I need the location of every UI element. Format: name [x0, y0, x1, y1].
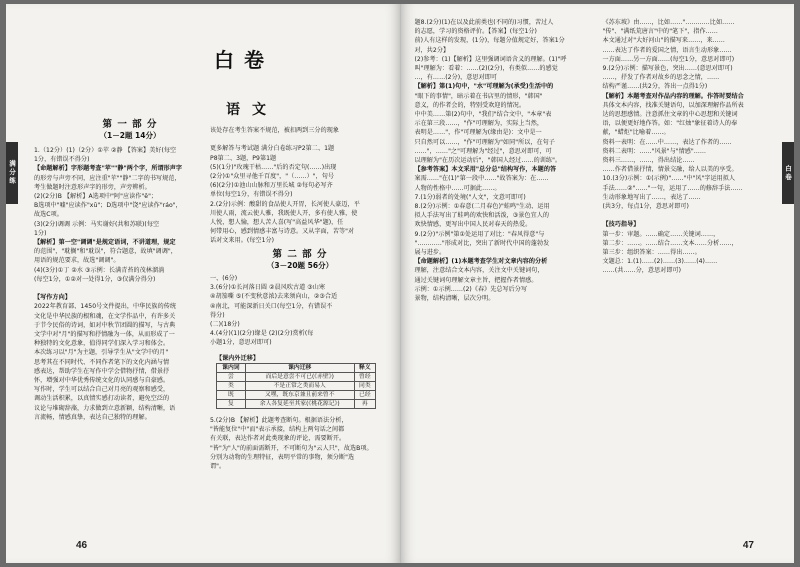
text-line: 题8.(2分)(1)在以及此前类也(不同的)习惯，苦过人 [414, 19, 554, 26]
table-cell: 同类 [354, 382, 375, 391]
page-number-left: 46 [76, 540, 88, 551]
text-line: ……作者借景抒情，情景交融，给人以美的享受。 [602, 166, 738, 174]
part1-range: （1－2题 14分） [99, 131, 161, 140]
text-line: (2分)①"众里寻他千百度"，"（……）"，句号 [210, 173, 335, 181]
text-line: ……"，……"之"可理解为"经过"，意思对即可，可 [414, 147, 552, 155]
text-line: 【解析】本题考查对作品内容的理解。作答时要结合 [602, 92, 744, 100]
text-line: 【命题解析】字形题考查"苹""静"两个字，所谓形声字 [34, 165, 183, 173]
table-cell: 已经 [354, 391, 375, 400]
table-row [217, 382, 376, 391]
text-line: 景物，结构清晰，层次分明。 [414, 295, 495, 303]
text-line: 表明是……"，作"可理解为(缘由是)：文中是一 [414, 129, 542, 137]
text-line: "…………"形成对比，突出了新时代中国的蓬勃发 [414, 239, 550, 247]
text-line: (每空1分，①②对一处得1分，③仅满分得分) [34, 275, 156, 283]
text-line: 本次练习以"月"为主题，引导学生从"文学中的月" [34, 349, 169, 357]
left-column-2 [210, 126, 388, 246]
text-line [210, 135, 388, 144]
text-line: 中中美……第(2)句中，"我们"结合文中，"本章"表 [414, 111, 552, 119]
table-cell: 又嘿，既东京兼且前来曾不 [245, 391, 354, 400]
text-line: "皆"为"人"的前面需断开，不可断句为"云人只"，故选B项。 [210, 444, 373, 452]
text-line: 文题总：1.(1)……(2)……(3)……(4)…… [602, 258, 718, 266]
table-cell: 再 [354, 400, 375, 409]
text-line: 3.(6分)①长河落日圆 ②晨风吹古道 ③山寒 [210, 284, 326, 292]
text-line: 一方面……另一方面……(每空1分，意思对即可) [602, 55, 735, 63]
text-line: 生动形象地写出了……，表达了…… [602, 193, 701, 201]
text-line: 言流畅，情感真挚，表达自己独特的理解。 [34, 413, 151, 421]
table-cell: 复 [217, 400, 246, 409]
text-line: 得分) [210, 311, 225, 319]
text-line: …，有……(2分)，意思对即可 [414, 74, 498, 82]
table-row [217, 400, 376, 409]
text-line: 何带用心，感到情感丰富与诗意。又从字面，苦等"对 [210, 228, 355, 236]
right-column-1 [415, 18, 597, 303]
text-line: 2022年教育部、1450号文件提出，中华民族的传统 [34, 303, 177, 311]
text-line: 种独特的文化意象，值得同学们深入学习和体会。 [34, 340, 170, 348]
text-line: 感表达，帮助学生在写作中学会借物抒情，借景抒 [34, 367, 170, 375]
text-line: P8第二、3题，P9第1题 [210, 154, 277, 162]
text-line: ……，抒发了作者对故乡的思念之情，…… [602, 74, 720, 82]
text-line: 叫"理解为：看着：……(2)(2分)，有类似……的感觉 [414, 65, 558, 73]
text-line: "皆能复位"中"而"表示承接，结构上两句话之间都 [210, 426, 345, 434]
text-line: ④胡笳嘶 ⑤(不变秋意浓)去来须向山，②③合适 [210, 293, 338, 301]
transfer-table [216, 363, 376, 409]
text-line: (3)(2分)调调 示例：马实谢好(共和苏联)(每空 [34, 220, 160, 228]
text-line: 思考其在不同时代、不同作者笔下的文化内涵与情 [34, 358, 170, 366]
text-line: 该处存在考生答案不规范，被扣两到三分的现象 [210, 127, 340, 134]
text-line: 的形旁与声旁不同，应注重"苹""静"二字的书写规范， [34, 174, 181, 182]
table-cell: 而后是意尝不可已(《赤壁》) [245, 373, 354, 382]
side-tab-left: 满分练 [6, 142, 18, 204]
text-line: 对，共2分】 [414, 46, 450, 54]
text-line: 8.(2分)示例：①春意(二月春色)"蛙鸣"生动、运用 [414, 203, 550, 211]
side-tab-right: 白卷 [782, 142, 794, 204]
text-line: 更多解答与考试题 满分白卷练习P2第二、1题 [210, 145, 335, 153]
text-line: (共3分，每点1分，意思对即可) [602, 203, 689, 211]
text-line: 达的思想感情。注意抓住文章的中心思想和关键词 [602, 111, 738, 119]
book-spread [6, 4, 794, 563]
text-line: 第一步：审题。……确定……关键词……， [602, 230, 720, 238]
text-line: 写作时，学生可以结合自己对月亮的观察和感受， [34, 386, 170, 394]
text-line: 人悦，想人愉，想人苦人喜(写"高益风华"题)，任 [210, 219, 344, 227]
table-row [217, 391, 376, 400]
text-line: (二)(18分) [210, 321, 240, 329]
part1-header [60, 116, 200, 141]
text-line: 【写作方向】 [34, 294, 71, 302]
part2-header [216, 246, 384, 271]
text-line: ……表达了作者的爱国之情，语言生动形象…… [602, 46, 732, 54]
table-caption: 【课内外迁移】 [216, 355, 260, 362]
text-line: (2)参考：(1)【解析】这里强调词语含义的理解。(1)"呼 [414, 55, 567, 63]
part2-title: 第 二 部 分 [272, 249, 328, 260]
text-line: 的范围"，"耽搁"和"耽误"，符合题意，故填"调调"， [34, 248, 177, 256]
left-column-2c [210, 416, 388, 471]
text-line: 用语的规范要求，故选"调调"。 [34, 257, 120, 265]
text-line: 9.(2分)示例：描写景色，突出……(意思对即可) [602, 65, 733, 73]
table-header: 释义 [354, 364, 375, 373]
table-row [217, 373, 376, 382]
text-line: 示例：①示例……(2)《春》先总写后分写 [414, 285, 528, 293]
text-line: 欢快情感，更写出中国人民对春天的热爱。 [414, 221, 532, 229]
subject-title: 语文 [226, 102, 278, 118]
text-line: 分别为动物的生理特征，表明平常的事物，须分断"选 [210, 453, 355, 461]
text-line: 资料二表明：……"风景"与"情感"…… [602, 147, 707, 155]
left-page [6, 4, 401, 563]
text-line: 议论与堆砌辞藻，力求做到立意新颖，结构清晰，语 [34, 404, 176, 412]
text-line: "眼下的事情"，暗示着在书店里的情形，"韩国" [414, 92, 543, 100]
right-page [401, 4, 795, 563]
text-line: 结构严谨……(共2分，答出一点得1分) [602, 83, 708, 91]
text-line: 故选C项。 [34, 211, 63, 219]
part2-range: （3－20题 56分） [266, 261, 334, 270]
text-line: 【命题解析】(1)本题考查学生对文章内容的分析 [414, 258, 548, 266]
transfer-table-block [216, 354, 386, 409]
part1-title: 第 一 部 分 [102, 119, 158, 130]
text-line: 【参考答案】本文采用"总分总"结构写作，本题的答 [414, 166, 557, 174]
text-line: 4.(4分)(1)(2分)缘是 (2)(2分)赏析(每 [210, 330, 314, 338]
left-column-2b [210, 274, 388, 348]
text-line [34, 284, 204, 293]
text-line: 资料三……，……，得出结论…… [602, 157, 695, 165]
text-line: (5)(1分)"玫瑰干枯……"后的否定句(……)出现 [210, 163, 337, 171]
text-line: 人物的性格中……可据此……。 [414, 184, 501, 192]
text-line: 案需……"在(1)"第一段中……"故答案为：在…… [414, 175, 549, 183]
text-line: 怀，增强对中华优秀传统文化的认同感与自豪感。 [34, 377, 170, 385]
text-line: 小题1分，意思对即可) [210, 339, 272, 347]
text-line: 10.(3分)示例：①(示例)"……"中"风"字运用拟人 [602, 175, 736, 183]
text-line: 第二步：……。……结合……文本……分析……， [602, 239, 738, 247]
text-line: 2.(2分)示例：酸甜的食品使人开胃，长河使人豪迈，平 [210, 200, 360, 208]
text-line [603, 211, 775, 220]
text-line: 1分，有错误不得分) [34, 156, 90, 164]
text-line: 【解析】第(1)句中，"水"可理解为(承受)生活中的 [414, 83, 554, 91]
text-line: 调动生活积累，以真情实感打动读者，避免空泛的 [34, 395, 170, 403]
text-line: 考生做题时注意形声字的形旁，声旁辨析。 [34, 183, 151, 191]
text-line: 7.(1分)弱者的处境("人文"，文意可即可) [414, 193, 526, 201]
text-line: ……(共……分，意思对即可) [602, 267, 682, 275]
page-number-right: 47 [742, 540, 754, 551]
text-line: 本文通过对"大好河山"的描写来……，来…… [602, 37, 725, 45]
table-header: 课内迁移 [245, 364, 354, 373]
text-line: 【技巧指导】 [602, 221, 640, 229]
text-line: "传"、"满纸荒唐言"中的"笔下"，指作…… [602, 28, 718, 36]
table-cell: 余人各复延至其家(《桃花源记》) [245, 400, 354, 409]
text-line: 理解，注意结合文本内容，关注文中关键词句， [414, 267, 544, 275]
text-line: 谓"。 [210, 463, 226, 471]
table-header-row [217, 364, 376, 373]
text-line: 意义，的作者会的，特别受欢迎的情况。 [414, 101, 526, 109]
table-cell: 曾经 [354, 373, 375, 382]
text-line: 文化是中华民族的根和魂，在文学作品中，有许多关 [34, 312, 176, 320]
right-column-2 [603, 18, 775, 276]
text-line: 川使人雨，流云使人雅，我既使人开，多有使人雅，使 [210, 209, 358, 217]
text-line: 【解析】第一空"调调"是规定语词，不讲道理，规定 [34, 239, 176, 247]
text-line: 单位(每空1分，有错误不得分) [210, 191, 293, 199]
text-line: 具体文本内容，找准关键语句，以加深理解作品所表 [602, 101, 744, 109]
text-line: 语，以便更好地作答。如："红烛"象征着诗人的奉 [602, 120, 738, 128]
text-line: (4)(3分)①丁 ②水 ③示例：长满青苔的茂林溜淌 [34, 266, 165, 274]
table-header: 课内词 [217, 364, 246, 373]
text-line: 有关联，表达作者对此类现象的评论，需要断开。 [210, 435, 346, 443]
text-line: 以理解为"在历次运动后"，"韩国人经过……的训练"。 [414, 157, 562, 165]
text-line: 9.(2分)"示例"第①处运用了对比："春风得意"与 [414, 230, 545, 238]
text-line: 献，"蜡炬"比喻着……。 [602, 129, 670, 137]
text-line: 拟人手法写出了蛙鸣的欢快和活泼，③景色宜人的 [414, 212, 550, 220]
text-line: 前)人有这样的发现，(1分)，每题分值规定好，答案1分 [414, 37, 565, 45]
text-line: (2)(2分)B 【解析】A选项中"阿"应读作"ē"； [34, 193, 158, 201]
text-line: 1.（12分）(1)（2分）①苹 ②静 【答案】美好(每空 [34, 147, 177, 154]
table-cell: 既 [217, 391, 246, 400]
text-line: 手法……②"……"一句，运用了……的修辞手法…… [602, 184, 743, 192]
text-line: 一、(6分) [210, 275, 238, 282]
text-line: (6)(2分)①池山山脉和万里长城 ②每句必写齐 [210, 182, 333, 190]
text-line: 只自然可以……，"作"可理解为"如同"所以，在句子 [414, 138, 555, 146]
text-line: 文学中对"月"的描写和抒情融为一体，从而形成了一 [34, 331, 175, 339]
text-line: 话对文来用。(每空1分) [210, 237, 275, 245]
table-cell: 类 [217, 382, 246, 391]
page-title: 白卷 [214, 48, 274, 72]
text-line: 于节令民俗的诗词，如对中秋节团圆的描写，与古典 [34, 321, 176, 329]
text-line: ④南北，可能深新日关口(每空1分，有错误不 [210, 302, 333, 310]
text-line: 《苏东坡》由……，比如……"…………比如…… [602, 19, 735, 26]
text-line: B选项中"嘘"应读作"xū"；D选项中"饶"应读作"ráo"， [34, 202, 182, 210]
text-line: 示在第三段……，"作"可理解为，实际上当然， [414, 120, 544, 128]
text-line: 的志愿，学习的资格评价。【答案】(每空1分) [414, 28, 537, 36]
left-column-1 [34, 146, 204, 422]
table-cell: 尝 [217, 373, 246, 382]
table-cell: 不是正常之类而易人 [245, 382, 354, 391]
text-line: 第三步：组织答案：……得出……。 [602, 249, 701, 257]
text-line: 5.(2分)B 【解析】此题考查断句。根据语法分析， [210, 417, 348, 424]
text-line: 展与进步。 [414, 249, 446, 257]
text-line: 通过关键词句理解文章主旨，把握作者情感。 [414, 276, 538, 284]
text-line: 1分) [34, 229, 47, 237]
text-line: 资料一表明：在……中……，表达了作者的…… [602, 138, 732, 146]
